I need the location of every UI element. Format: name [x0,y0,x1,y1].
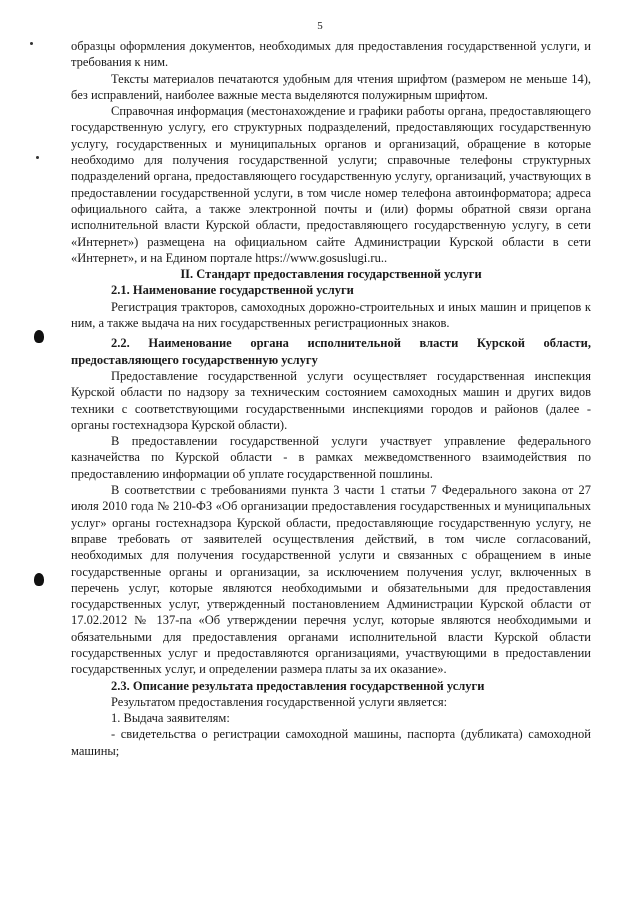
subsection-heading: 2.1. Наименование государственной услуги [111,283,354,298]
paragraph: Результатом предоставления государственной услуги является: [111,694,448,709]
document-body [71,38,591,759]
paragraph: - свидетельства о регистрации самоходной машины, паспорта (дубликата) самоходной машины; [71,727,591,758]
paragraph: Тексты материалов печатаются удобным для чтения шрифтом (размером не меньше 14), без исправлений, наиболее важные места выделяются полужирным шрифтом. [71,71,591,102]
paragraph: Предоставление государственной услуги осуществляет государственная инспекция Курской области по надзору за техническим состоянием самоходных машин и других видов техники с соответствующими государственными инспекциями городов и районов (далее - органы гостехнадзора Курской области). [71,368,591,432]
binder-hole-mark [34,330,44,343]
paragraph: Регистрация тракторов, самоходных дорожно-строительных и иных машин и прицепов к ним, а также выдача на них государственных регистрационных знаков. [71,299,591,331]
paragraph: Справочная информация (местонахождение и графики работы органа, предоставляющего государственную услугу, его структурных подразделений, предоставляющих государственную услугу, государственных и муниципальных органов и организаций, обращение в которые необходимо для получения государственной услуги; справочные телефоны структурных подразделений органа, предоставляющего государственную услугу, организаций, участвующих в предоставлении государственной услуги, в том числе номер телефона автоинформатора; адреса официального сайта, а также электронной почты и (или) формы обратной связи органа исполнительной власти Курской области, предоставляющего государственную услугу, в сети «Интернет») размещена на официальном сайте Администрации Курской области в сети «Интернет», и на Едином портале https://www.gosuslugi.ru.. [71,104,591,265]
paragraph: 1. Выдача заявителям: [111,711,230,726]
scan-speck [36,156,39,159]
paragraph: образцы оформления документов, необходимых для предоставления государственной услуги, и требования к ним. [71,39,591,70]
binder-hole-mark [34,573,44,586]
paragraph: В соответствии с требованиями пункта 3 части 1 статьи 7 Федерального закона от 27 июля 2010 года № 210-ФЗ «Об организации предоставления государственных и муниципальных услуг» органы гостехнадзора Курской области, предоставляющие государственную услугу, не вправе требовать от заявителей осуществления действий, в том числе согласований, необходимых для получения государственной услуги и связанных с обращением в иные государственные органы и организации, за исключением получения услуг, включенных в перечень услуг, которые являются необходимыми и обязательными для предоставления государственных услуг, утвержденный постановлением Администрации Курской области от 17.02.2012 № 137-па «Об утверждении перечня услуг, которые являются необходимыми и обязательными для предоставления органами исполнительной власти Курской области государственных услуг и предоставляются организациями, участвующими в предоставлении государственных услуг, и определении размера платы за их оказание». [71,483,591,677]
subsection-heading: 2.3. Описание результата предоставления государственной услуги [111,678,485,693]
subsection-heading: 2.2. Наименование органа исполнительной власти Курской области, предоставляющего государственную услугу [71,336,591,367]
section-heading: II. Стандарт предоставления государственной услуги [180,267,482,282]
page-number: 5 [317,20,323,32]
scan-speck [30,42,33,45]
paragraph: В предоставлении государственной услуги участвует управление федерального казначейства по Курской области - в рамках межведомственного взаимодействия по предоставлению информации об уплате государственной пошлины. [71,434,591,481]
